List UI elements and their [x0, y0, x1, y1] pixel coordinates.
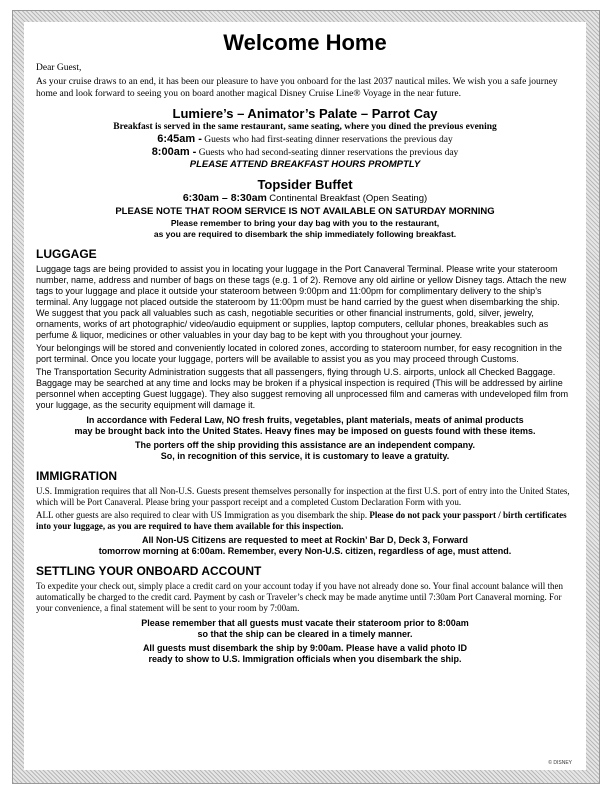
greeting: Dear Guest,	[36, 63, 82, 73]
non-us-line-1: All Non-US Citizens are requested to meet at Rockin’ Bar D, Deck 3, Forward	[141, 535, 469, 545]
immigration-heading: IMMIGRATION	[36, 469, 118, 483]
breakfast-venues: Lumiere’s – Animator’s Palate – Parrot Cay	[172, 106, 438, 121]
second-seating-text: Guests who had second-seating dinner reservations the previous day	[198, 148, 459, 158]
porters-line-2: So, in recognition of this service, it is customary to leave a gratuity.	[160, 451, 450, 461]
buffet-hours-line	[36, 192, 574, 205]
buffet-hours-text: Continental Breakfast (Open Seating)	[269, 193, 428, 204]
luggage-paragraph-2: Your belongings will be stored and conveniently located in colored zones, according to stateroom number, for easy recognition in the port terminal. Once you locate your luggage, porters will be available to assist you as you may proceed through Customs.	[36, 343, 562, 364]
disembark-line-1: All guests must disembark the ship by 9:00am. Please have a valid photo ID	[142, 643, 468, 653]
vacate-line-1: Please remember that all guests must vacate their stateroom prior to 8:00am	[141, 618, 469, 628]
luggage-heading: LUGGAGE	[36, 247, 97, 261]
luggage-paragraph-3: The Transportation Security Administration suggests that all passengers, flying through U.S. airports, unlock all Checked Baggage. Baggage may be searched at any time and locks may be broken if a physical inspection is required (This will be addressed by airline personnel when accepting Guest luggage). They also suggest removing all unprocessed film and cameras with undeveloped film from your luggage, as the security equipment will damage it.	[36, 367, 569, 410]
page-title: Welcome Home	[223, 30, 387, 55]
intro-paragraph: As your cruise draws to an end, it has been our pleasure to have you onboard for the last 2037 nautical miles. We wish you a safe journey home and look forward to seeing you on board another magical Disney Cruise Line® Voyage in the near future.	[36, 77, 558, 99]
first-seating-text: Guests who had first-seating dinner reservations the previous day	[204, 135, 453, 145]
federal-law-line-1: In accordance with Federal Law, NO fresh fruits, vegetables, plant materials, meats of animal products	[86, 415, 524, 425]
federal-law-line-2: may be brought back into the United States. Heavy fines may be imposed on guests found with these items.	[74, 426, 536, 436]
non-us-line-2: tomorrow morning at 6:00am. Remember, every Non-U.S. citizen, regardless of age, must attend.	[98, 546, 512, 556]
disney-copyright: © DISNEY	[548, 760, 572, 766]
buffet-venue: Topsider Buffet	[257, 177, 353, 192]
day-bag-line-1: Please remember to bring your day bag with you to the restaurant,	[170, 218, 440, 228]
disembark-line-2: ready to show to U.S. Immigration officials when you disembark the ship.	[148, 654, 462, 664]
breakfast-served-note: Breakfast is served in the same restaurant, same seating, where you dined the previous evening	[113, 122, 497, 132]
porters-line-1: The porters off the ship providing this assistance are an independent company.	[135, 440, 475, 450]
passport-warning: Please do not pack your passport / birth certificates into your luggage, as you are required to have them available for this inspection.	[36, 510, 567, 531]
vacate-line-2: so that the ship can be cleared in a timely manner.	[197, 629, 413, 639]
buffet-hours: 6:30am – 8:30am	[182, 192, 267, 204]
second-seating-time: 8:00am -	[151, 146, 197, 158]
first-seating-line	[36, 133, 574, 146]
luggage-paragraph-1: Luggage tags are being provided to assist you in locating your luggage in the Port Canaveral Terminal. Please write your stateroom number, name, address and number of bags on these tags (e.g. 1 of 2). Remove any old airline or yellow Disney tags. Attach the new tags to your luggage and place it outside your stateroom between 9:00pm and 11:00pm for complimentary delivery to the ship’s terminal. Any luggage not placed outside the stateroom by 11:00pm must be hand carried by the guest when disembarking the ship. We suggest that you pack all valuables such as cash, negotiable securities or other financial instruments, gold, silver, jewelry, ornaments, works of art photographic/ video/audio equipment or supplies, laptop computers, cellular phones, breakables such as perfume & liquor, medicines or other valuables in your day bag to be kept with you throughout your journey.	[36, 264, 567, 340]
immigration-paragraph-2	[36, 510, 574, 532]
day-bag-line-2: as you are required to disembark the ship immediately following breakfast.	[153, 229, 457, 239]
page-body	[24, 22, 586, 770]
promptly-notice: PLEASE ATTEND BREAKFAST HOURS PROMPTLY	[189, 159, 421, 170]
immigration-clear-text: ALL other guests are also required to clear with US Immigration as you disembark the ship.	[36, 510, 368, 520]
account-paragraph: To expedite your check out, simply place a credit card on your account today if you have not already done so. Your final account balance will then automatically be charged to the credit card. Payment by cash or Traveler’s check may be made anytime until 7:30am Port Canaveral morning. For your convenience, a final statement will be sent to your room by 7:00am.	[36, 581, 563, 613]
immigration-paragraph-1: U.S. Immigration requires that all Non-U.S. Guests present themselves personally for inspection at the first U.S. port of entry into the United States, which will be Port Canaveral. Please bring your passport receipt and a completed Custom Declaration Form with you.	[36, 486, 570, 507]
room-service-notice: PLEASE NOTE THAT ROOM SERVICE IS NOT AVAILABLE ON SATURDAY MORNING	[115, 206, 495, 217]
account-heading: SETTLING YOUR ONBOARD ACCOUNT	[36, 564, 262, 578]
first-seating-time: 6:45am -	[157, 133, 202, 145]
second-seating-line	[36, 146, 574, 159]
document	[36, 30, 574, 665]
